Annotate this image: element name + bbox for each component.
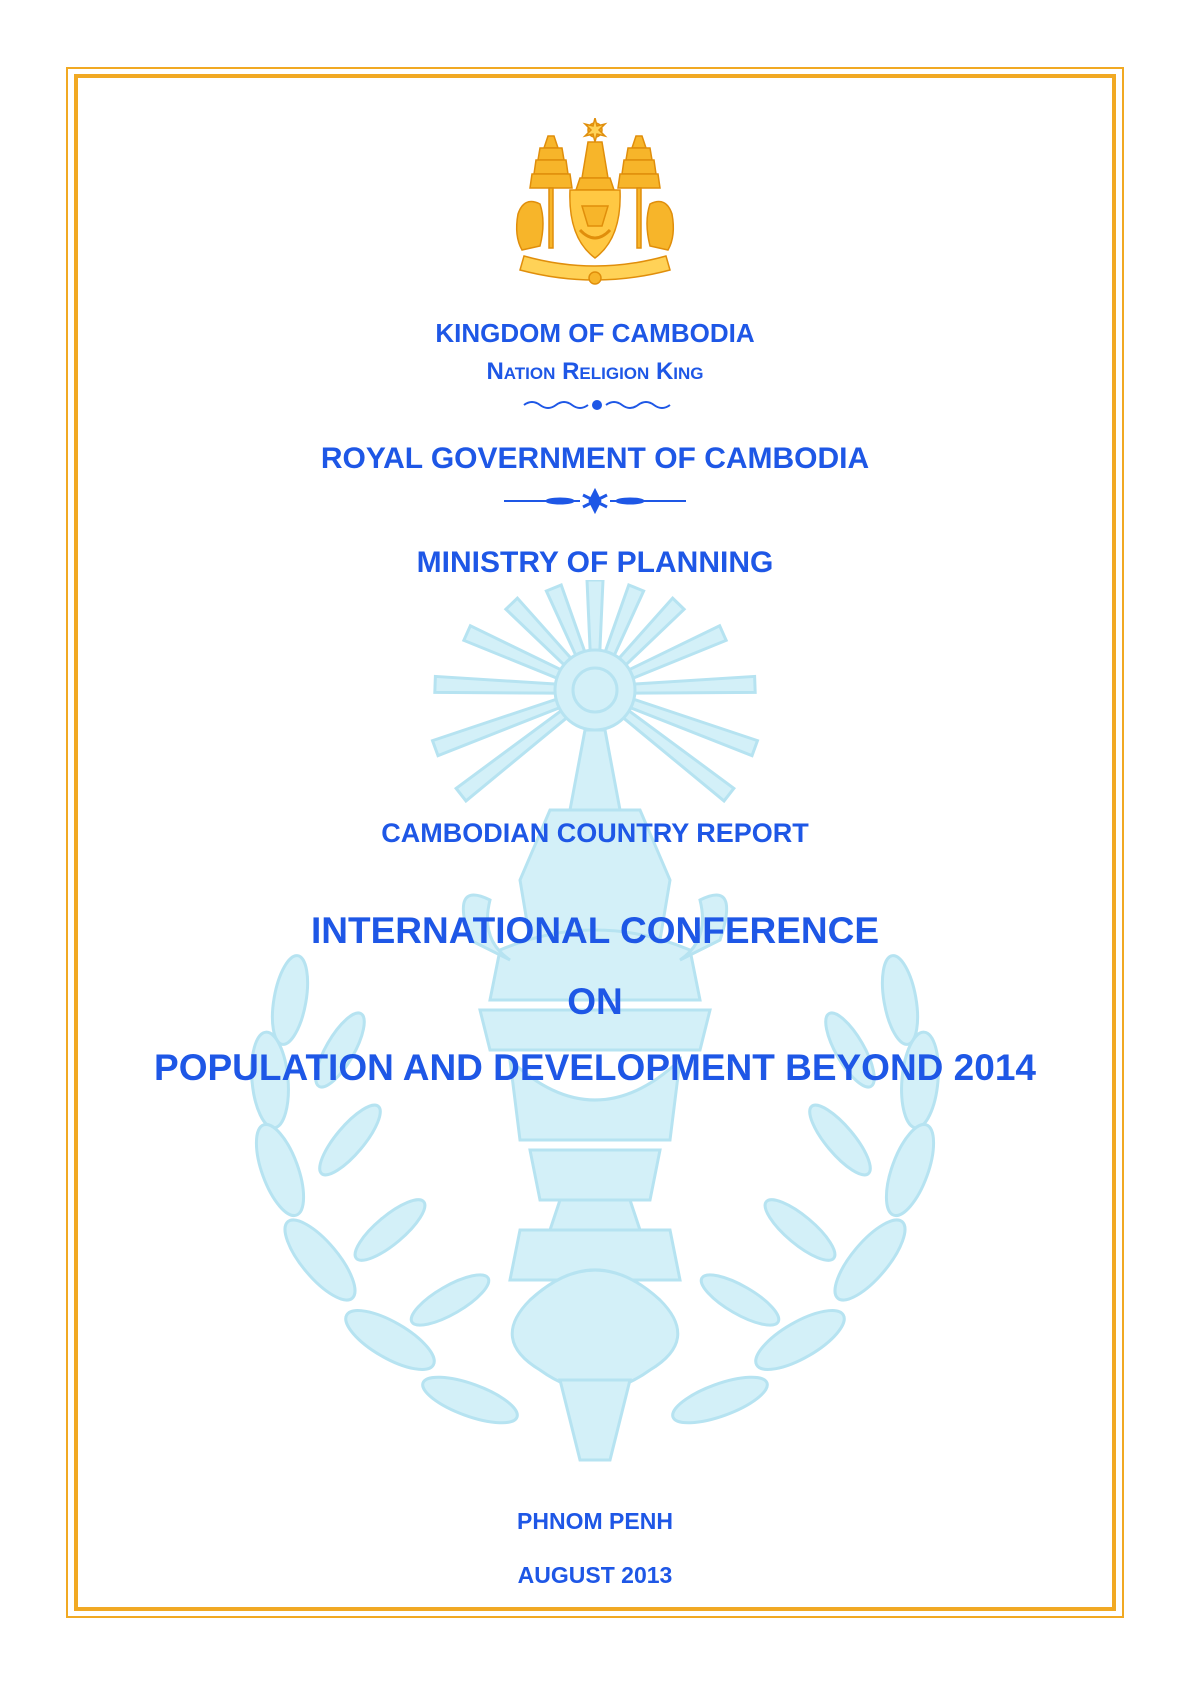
ministry-seal-watermark-icon (230, 580, 960, 1480)
government-heading: ROYAL GOVERNMENT OF CAMBODIA (320, 442, 870, 475)
report-title-line-3: POPULATION AND DEVELOPMENT BEYOND 2014 (154, 1047, 1036, 1088)
kingdom-heading: KINGDOM OF CAMBODIA (435, 318, 755, 348)
publication-date: AUGUST 2013 (517, 1562, 673, 1588)
national-motto: Nation Religion King (486, 358, 704, 385)
report-title-line-2: ON (567, 981, 623, 1022)
report-title-line-1: INTERNATIONAL CONFERENCE (310, 910, 880, 951)
ministry-heading: MINISTRY OF PLANNING (416, 546, 774, 579)
report-label: CAMBODIAN COUNTRY REPORT (381, 818, 809, 848)
publication-city: PHNOM PENH (517, 1508, 673, 1534)
ornament-divider-icon (500, 487, 690, 515)
ornament-divider-icon (522, 398, 672, 412)
royal-arms-emblem-icon (510, 118, 680, 290)
